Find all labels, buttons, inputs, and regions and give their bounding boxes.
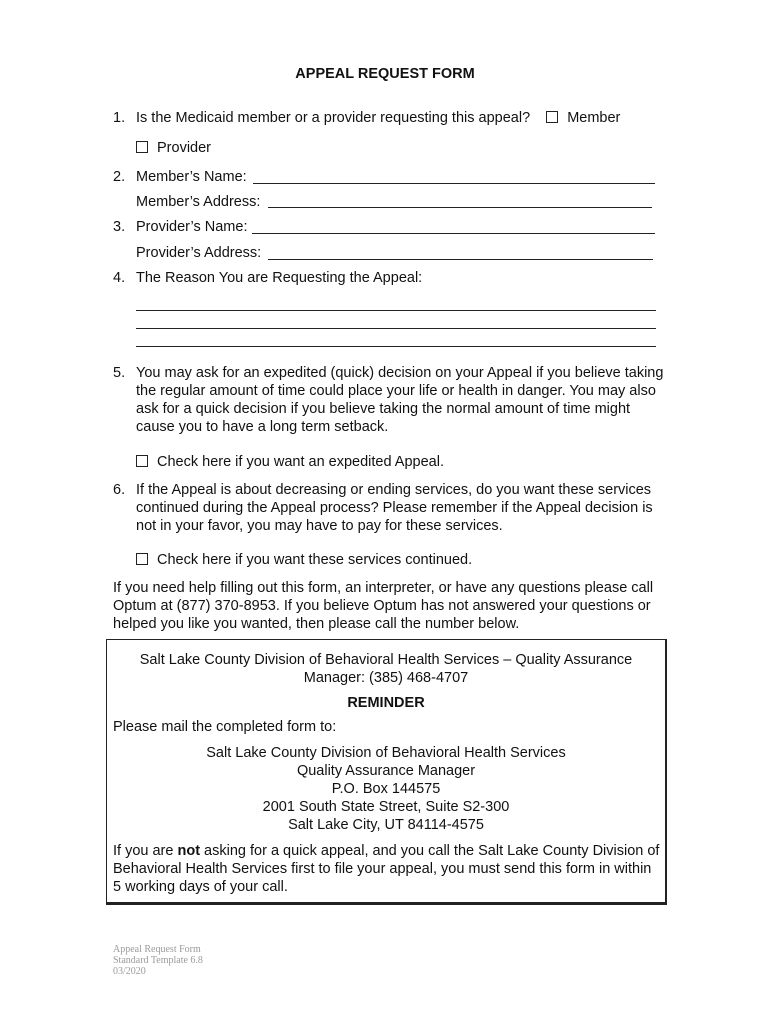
reason-line-3[interactable]: [136, 346, 656, 347]
continued-checkbox[interactable]: [136, 553, 148, 565]
contact-line-2: Manager: (385) 468-4707: [303, 670, 469, 686]
reason-line-1[interactable]: [136, 310, 656, 311]
reminder-heading: REMINDER: [347, 695, 425, 711]
mail-instruction: Please mail the completed form to:: [113, 719, 337, 735]
expedited-option: [136, 453, 444, 471]
question-5-number: 5.: [113, 365, 126, 381]
question-1-number: 1.: [113, 110, 126, 126]
deadline-note-emphasis: not: [177, 843, 201, 859]
question-5-text: You may ask for an expedited (quick) decision on your Appeal if you believe taking the regular amount of time could place your life or health in danger. You may also ask for a quick decision if you believe taking the normal amount of time might cause you to have a long term setback.: [136, 365, 664, 435]
question-6-text: If the Appeal is about decreasing or ending services, do you want these services continued during the Appeal process? Please remember if the Appeal decision is not in your favor, you may have to pay for these services.: [136, 482, 653, 534]
deadline-note-end: asking for a quick appeal, and you call the Salt Lake County Division of Behavioral Health Services first to file your appeal, you must send this form in within 5 working days of your call.: [113, 843, 660, 895]
member-option-label: Member: [567, 110, 621, 126]
member-address-field[interactable]: [268, 207, 652, 208]
contact-line-1: Salt Lake County Division of Behavioral Health Services – Quality Assurance: [139, 652, 633, 668]
footer-date: 03/2020: [113, 966, 146, 977]
member-checkbox[interactable]: [546, 111, 558, 123]
reason-label: The Reason You are Requesting the Appeal:: [136, 270, 423, 286]
reminder-box: [106, 639, 667, 905]
provider-name-field[interactable]: [252, 233, 655, 234]
footer-form-name: Appeal Request Form: [113, 944, 201, 955]
deadline-note-start: If you are: [113, 843, 178, 859]
provider-name-label: Provider’s Name:: [136, 219, 248, 235]
deadline-note: [113, 842, 661, 896]
form-title: APPEAL REQUEST FORM: [295, 66, 475, 82]
question-1: [0, 109, 620, 127]
question-6-number: 6.: [113, 482, 126, 498]
member-name-label: Member’s Name:: [136, 169, 247, 185]
question-4-number: 4.: [113, 270, 126, 286]
provider-address-label: Provider’s Address:: [136, 245, 262, 261]
question-2-number: 2.: [113, 169, 126, 185]
address-line-3: P.O. Box 144575: [331, 781, 441, 797]
question-3-number: 3.: [113, 219, 126, 235]
provider-address-field[interactable]: [268, 259, 653, 260]
footer-template: Standard Template 6.8: [113, 955, 203, 966]
member-address-label: Member’s Address:: [136, 194, 261, 210]
expedited-option-label: Check here if you want an expedited Appeal.: [157, 454, 444, 470]
continued-option-label: Check here if you want these services continued.: [157, 552, 473, 568]
provider-option-label: Provider: [157, 140, 211, 156]
member-name-field[interactable]: [253, 183, 655, 184]
address-line-1: Salt Lake County Division of Behavioral Health Services: [206, 745, 566, 761]
provider-option: [136, 139, 211, 157]
address-line-5: Salt Lake City, UT 84114-4575: [288, 817, 484, 833]
reason-line-2[interactable]: [136, 328, 656, 329]
question-1-text: Is the Medicaid member or a provider requesting this appeal?: [136, 110, 531, 126]
expedited-checkbox[interactable]: [136, 455, 148, 467]
help-text: If you need help filling out this form, an interpreter, or have any questions please call Optum at (877) 370-8953. If you believe Optum has not answered your questions or helped you like you wanted, then please call the number below.: [113, 580, 654, 632]
address-line-4: 2001 South State Street, Suite S2-300: [262, 799, 510, 815]
continued-option: [136, 551, 472, 569]
provider-checkbox[interactable]: [136, 141, 148, 153]
address-line-2: Quality Assurance Manager: [296, 763, 476, 779]
